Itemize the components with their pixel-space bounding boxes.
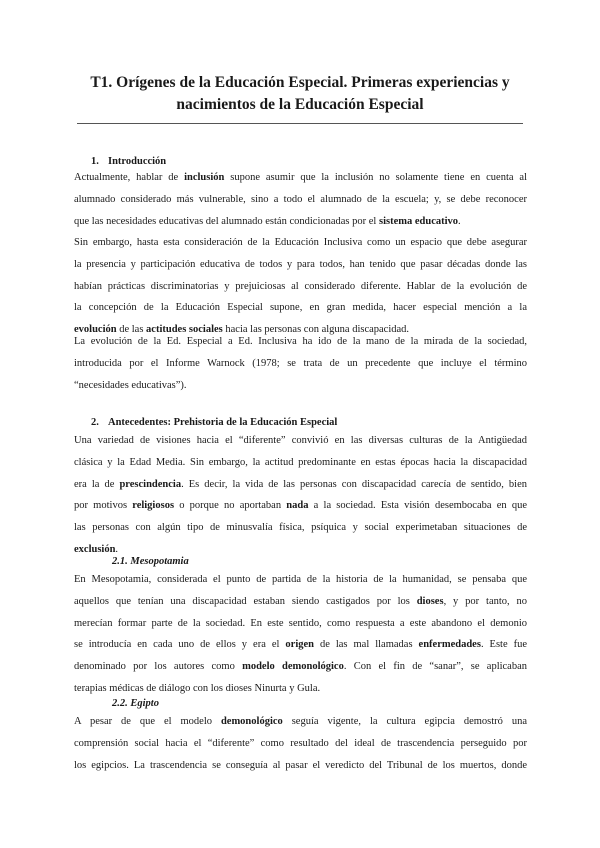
text-line: introducida por el Informe Warnock (1978; se trata de un precedente que incluye el término (74, 357, 527, 369)
text-line: por motivos religiosos o porque no aportaban nada a la sociedad. Esta visión desembocaba en que (74, 500, 527, 512)
text-line: exclusión. (74, 543, 119, 555)
section-1-title: Introducción (108, 156, 167, 167)
text-line: merecían formar parte de la sociedad. En este sentido, como respuesta a este abandono el demonio (74, 617, 527, 629)
text-line: En Mesopotamia, considerada el punto de partida de la historia de la humanidad, se pensaba que (74, 574, 527, 585)
text-line: la presencia y participación educativa de todos y para todos, han tenido que pasar décadas donde las (74, 258, 527, 270)
text-line: los egipcios. La trascendencia se conseguía al pasar el veredicto del Tribunal de los muertos, donde (74, 759, 527, 771)
text-line: evolución de las actitudes sociales hacia las personas con alguna discapacidad. (74, 324, 410, 336)
text-line: comprensión social hacia el “diferente” como resultado del ideal de trascendencia perseguido por (74, 737, 527, 749)
section-2-number: 2. (91, 417, 99, 428)
subsection-2-2-paragraph (74, 711, 527, 776)
title-divider (77, 123, 523, 124)
section-1-paragraph-1 (74, 167, 527, 232)
text-line: las personas con algún tipo de minusvalía física, psíquica y social experimetaban situaciones de (74, 522, 527, 534)
section-1-number: 1. (91, 156, 99, 167)
section-1-paragraph-2 (74, 232, 527, 341)
document-title (74, 72, 526, 116)
subsection-2-1-heading: 2.1. Mesopotamia (112, 556, 189, 567)
text-line: terapias médicas de diálogo con los dioses Ninurta y Gula. (74, 682, 321, 694)
section-2-title: Antecedentes: Prehistoria de la Educación Especial (108, 417, 338, 428)
text-line: A pesar de que el modelo demonológico seguía vigente, la cultura egipcia demostró una (74, 716, 527, 727)
subsection-2-1-paragraph (74, 569, 527, 700)
text-line: denominado por los autores como modelo demonológico. Con el fin de “sanar”, se aplicaban (74, 661, 528, 673)
title-line-1: T1. Orígenes de la Educación Especial. Primeras experiencias y (90, 74, 510, 91)
text-line: Actualmente, hablar de inclusión supone asumir que la inclusión no solamente tiene en cuenta al (74, 172, 528, 183)
text-line: Una variedad de visiones hacia el “diferente” convivió en las diversas culturas de la Antigüedad (74, 435, 527, 446)
text-line: La evolución de la Ed. Especial a Ed. Inclusiva ha ido de la mano de la mirada de la sociedad, (74, 336, 527, 347)
text-line: alumnado considerado más vulnerable, sino a todo el alumnado de la escuela; y, se debe reconocer (74, 193, 527, 205)
text-line: la concepción de la Educación Especial supone, en gran medida, hacer especial mención a la (74, 302, 527, 314)
text-line: Sin embargo, hasta esta consideración de la Educación Inclusiva como un espacio que debe asegurar (74, 237, 527, 248)
section-2-heading (91, 416, 337, 430)
subsection-2-2-heading: 2.2. Egipto (112, 698, 159, 709)
section-2-paragraph-1 (74, 430, 527, 561)
title-line-2: nacimientos de la Educación Especial (176, 96, 424, 113)
text-line: era la de prescindencia. Es decir, la vida de las personas con discapacidad carecía de sentido, bien (74, 478, 527, 490)
text-line: clásica y la Edad Media. Sin embargo, la actitud predominante en estas épocas hacia la discapacidad (74, 456, 527, 468)
section-1-paragraph-3 (74, 331, 527, 396)
text-line: aquellos que tenían una discapacidad estaban siendo castigados por los dioses, y por tanto, no (74, 595, 528, 607)
text-line: “necesidades educativas”). (74, 379, 187, 391)
text-line: se introducía en cada uno de ellos y era el origen de las mal llamadas enfermedades. Este fue (74, 639, 528, 651)
text-line: que las necesidades educativas del alumnado están condicionadas por el sistema educativo. (74, 215, 461, 227)
text-line: habían prácticas discriminatorias y prejuiciosas al considerado diferente. Hablar de la evolución de (74, 280, 527, 292)
